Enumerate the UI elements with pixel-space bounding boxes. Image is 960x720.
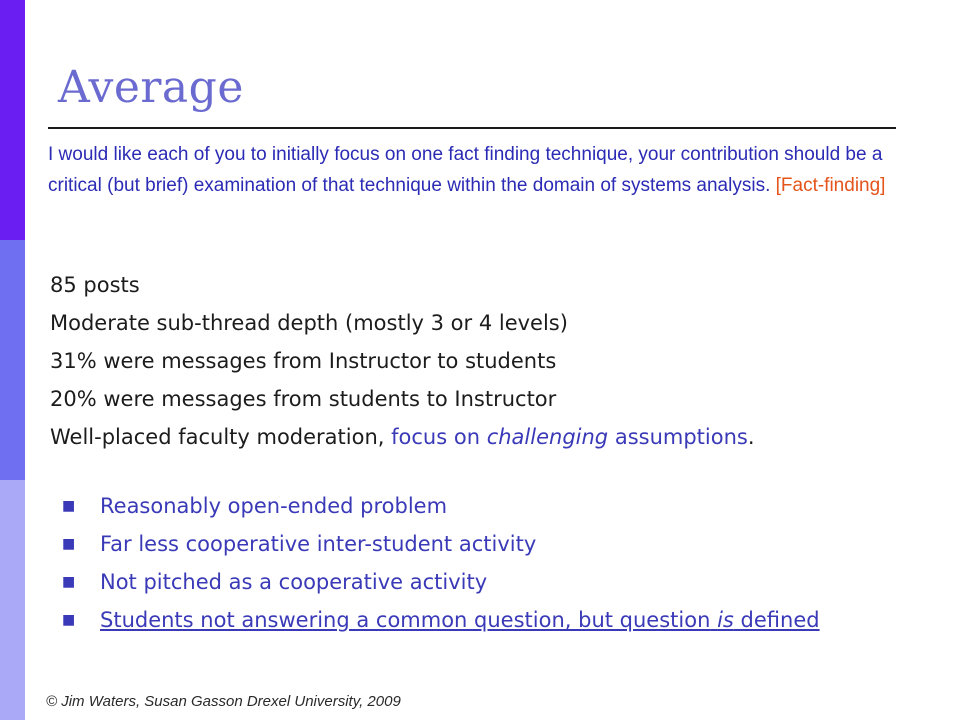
moderation-lead: Well-placed faculty moderation, xyxy=(50,425,385,449)
sub-bullet-text: Not pitched as a cooperative activity xyxy=(100,570,488,594)
sub-bullet-item xyxy=(62,563,922,601)
sub-bullet-text: Reasonably open-ended problem xyxy=(100,494,448,518)
intro-paragraph xyxy=(48,139,908,201)
sub-bullet-list xyxy=(62,487,922,639)
moderation-focus: focus on xyxy=(391,425,481,449)
last-subpoint-tail: defined xyxy=(740,608,820,632)
title-divider xyxy=(48,127,896,129)
last-subpoint-emphasis: is xyxy=(717,608,734,632)
square-bullet-icon: ■ xyxy=(62,536,76,552)
sub-bullet-link-text[interactable] xyxy=(100,605,820,635)
square-bullet-icon: ■ xyxy=(62,498,76,514)
summary-list xyxy=(50,266,920,450)
moderation-tail: assumptions xyxy=(614,425,748,449)
point-student-messages: 20% were messages from students to Instructor xyxy=(50,387,557,411)
left-accent-bar-top xyxy=(0,0,25,240)
left-accent-bar-middle xyxy=(0,240,25,480)
point-thread-depth: Moderate sub-thread depth (mostly 3 or 4 levels) xyxy=(50,311,568,335)
square-bullet-icon: ■ xyxy=(62,612,76,628)
point-posts: 85 posts xyxy=(50,273,140,297)
copyright-footer: © Jim Waters, Susan Gasson Drexel University, 2009 xyxy=(46,693,401,710)
moderation-emphasis: challenging xyxy=(486,425,609,449)
moderation-period: . xyxy=(747,425,755,449)
point-moderation xyxy=(50,424,920,450)
sub-bullet-item xyxy=(62,487,922,525)
sub-bullet-item-link[interactable] xyxy=(62,601,922,639)
sub-bullet-item xyxy=(62,525,922,563)
square-bullet-icon: ■ xyxy=(62,574,76,590)
last-subpoint-text: Students not answering a common question, but question xyxy=(100,608,711,632)
left-accent-bar-bottom xyxy=(0,480,25,720)
intro-tag: [Fact-finding] xyxy=(775,175,886,196)
intro-text: I would like each of you to initially focus on one fact finding technique, your contribution should be a critical (but brief) examination of that technique within the domain of systems analysis. xyxy=(48,144,883,196)
slide-title: Average xyxy=(58,62,244,113)
sub-bullet-text: Far less cooperative inter-student activity xyxy=(100,532,537,556)
point-instructor-messages: 31% were messages from Instructor to students xyxy=(50,349,557,373)
